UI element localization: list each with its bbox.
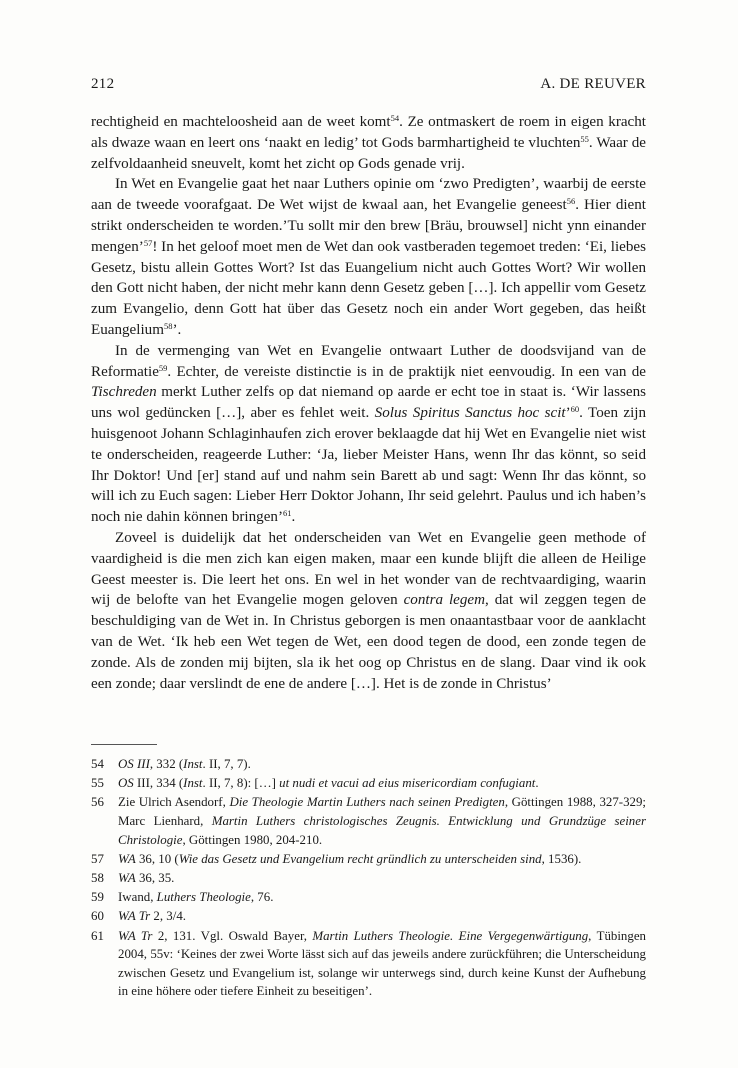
text-run: , Göttingen 1988, 327-329; Marc Lienhard, [118, 795, 646, 828]
italic-text: contra legem [403, 592, 485, 609]
text-run: , Tübingen 2004, 55v: ‘Keines der zwei Worte lässt sich auf das jeweils andere zurückführen; die Unterscheidung zwischen Gesetz und Evangelium ist, solange wir unterwegs sind, durch keine Kunst der Aufhebung in eine höhere oder tiefere Einheit zu beseitigen’. [118, 928, 646, 999]
page-number: 212 [91, 76, 115, 92]
footnote [91, 927, 646, 1001]
footnote-text [118, 907, 646, 926]
text-run: , 1536). [541, 851, 582, 866]
footnote-text [118, 888, 646, 907]
italic-text: WA Tr [118, 928, 153, 943]
text-run: ! In het geloof moet men de Wet dan ook vastberaden tegemoet treden: ‘Ei, liebes Gesetz, bistu allein Gottes Wort? Ist das Euangelium nicht auch Gottes Wort? Wir wollen den Gott nicht haben, der nicht mehr kann denn Gesetz geben […]. Ich appellir vom Gesetz zum Evangelio, denn Gott hat über das Gesetz noch ein ander Wort gegeben, das heißt Euangelium [91, 238, 646, 338]
italic-text: Die Theologie Martin Luthers nach seinen Predigten [229, 795, 505, 810]
text-run: In de vermenging van Wet en Evangelie ontwaart Luther de doodsvijand van de Reformatie [91, 342, 646, 380]
footnote-ref: 54 [390, 113, 400, 123]
paragraph [91, 528, 646, 694]
text-run: , 76. [250, 890, 274, 905]
italic-text: OS III [118, 757, 150, 771]
footnote-number: 56 [91, 795, 104, 810]
footnote-number: 54 [91, 757, 104, 771]
footnote [91, 907, 646, 926]
text-run: 36, 10 ( [135, 851, 179, 866]
footnote-text [118, 774, 646, 793]
footnote-text [118, 850, 646, 869]
footnote-ref: 56 [566, 196, 576, 207]
text-run: rechtigheid en machteloosheid aan de weet komt [91, 114, 391, 130]
footnote-number: 57 [91, 851, 104, 866]
text-run: . Echter, de vereiste distinctie is in de praktijk niet eenvoudig. In een van de [167, 363, 646, 380]
text-run: . [291, 509, 296, 526]
text-run: 2, 131. Vgl. Oswald Bayer, [152, 928, 313, 943]
text-run: Zoveel is duidelijk dat het onderscheiden van Wet en Evangelie geen methode of vaardigheid is die men zich kan eigen maken, maar een kunde blijft die alleen de Heilige Geest meester is. Die leert het ons. En wel in het wonder van de rechtvaardiging, waarin wij de belofte van het Evangelie mogen geloven [91, 529, 646, 609]
italic-text: WA [118, 870, 136, 885]
italic-text: Tischreden [91, 384, 157, 401]
text-run: Iwand, [118, 890, 157, 905]
footnote [91, 850, 646, 869]
text-run: . Waar de zelfvoldaanheid sneuvelt, komt het zicht op Gods genade vrij. [91, 134, 646, 172]
italic-text: Martin Luthers Theologie. Eine Vergegenwärtigung [312, 928, 589, 943]
footnote-text [118, 927, 646, 1001]
running-head-author: A. DE REUVER [540, 76, 646, 92]
paragraph [91, 174, 646, 340]
italic-text: WA [118, 851, 136, 866]
italic-text: Solus Spiritus Sanctus hoc scit [374, 405, 566, 422]
text-run: . Hier dient strikt onderscheiden te worden.’Tu sollt mir den brew [Bräu, brouwsel] nicht ynn einander mengen’ [91, 197, 646, 255]
italic-text: Inst [183, 776, 203, 791]
footnote-text [118, 793, 646, 849]
footnote-ref: 61 [282, 508, 292, 519]
running-header [91, 76, 646, 93]
footnote-ref: 55 [580, 133, 589, 144]
footnote [91, 755, 646, 774]
italic-text: OS [118, 776, 134, 791]
footnote-ref: 59 [158, 362, 168, 373]
italic-text: Wie das Gesetz und Evangelium recht gründlich zu unterscheiden sind [178, 851, 542, 866]
footnotes [91, 755, 646, 1001]
paragraph [91, 112, 646, 174]
text-run: III, 334 ( [133, 776, 184, 791]
text-run: . II, 7, 8): […] [202, 776, 280, 791]
footnote-number: 55 [91, 776, 104, 791]
text-run: ’ [565, 405, 571, 422]
page-content [91, 76, 646, 694]
footnote-separator [91, 744, 157, 745]
italic-text: Luthers Theologie [156, 890, 251, 905]
footnote-ref: 60 [570, 404, 580, 415]
footnote-number: 58 [91, 870, 104, 885]
text-run: , Göttingen 1980, 204-210. [182, 832, 323, 847]
paragraph [91, 341, 646, 528]
text-run: ’. [172, 321, 182, 338]
text-run: . Ze ontmaskert de roem in eigen kracht als dwaze waan en leert ons ‘naakt en ledig’ tot Gods barmhartigheid te vluchten [91, 114, 646, 151]
footnote [91, 869, 646, 888]
text-run: merkt Luther zelfs op dat niemand op aarde er echt toe in staat is. ‘Wir lassens uns wol gedüncken […], aber es fehlet weit. [91, 384, 646, 422]
footnote-number: 59 [91, 890, 104, 905]
text-run: , 332 ( [149, 757, 184, 771]
footnote-text [118, 755, 646, 774]
text-run: . II, 7, 7). [202, 757, 251, 771]
footnote [91, 793, 646, 849]
footnote-ref: 58 [163, 320, 173, 331]
text-run: . [535, 776, 539, 791]
text-run: In Wet en Evangelie gaat het naar Luthers opinie om ‘zwo Predigten’, waarbij de eerste aan de tweede voorafgaat. De Wet wijst de kwaal aan, het Evangelie geneest [91, 176, 646, 214]
text-run: 2, 3/4. [150, 909, 186, 924]
body-text [91, 112, 646, 694]
footnote-text [118, 869, 646, 888]
footnote-number: 60 [91, 909, 104, 924]
italic-text: WA Tr [118, 909, 151, 924]
footnote [91, 774, 646, 793]
italic-text: Martin Luthers christologisches Zeugnis. Entwicklung und Grundzüge seiner Christologie [118, 813, 646, 847]
text-run: Zie Ulrich Asendorf, [118, 795, 230, 810]
text-run: . Toen zijn huisgenoot Johann Schlaginhaufen zich erover beklaagde dat hij Wet en Evangelie niet wist te onderscheiden, reageerde Luther: ‘Ja, lieber Meister Hans, wenn Ihr das könnt, so seid Ihr Doktor! Und [er] stand auf und nahm sein Barett ab und sagt: Wenn Ihr das könnt, so will ich zu Euch sagen: Lieber Herr Doktor Johann, Ihr seid gelehrt. Paulus und ich haben’s noch nie dahin können bringen’ [91, 405, 647, 526]
italic-text: Inst [183, 757, 203, 771]
text-run: , dat wil zeggen tegen de beschuldiging van de Wet in. In Christus geborgen is men onaantastbaar voor de aanklacht van de Wet. ‘Ik heb een Wet tegen de Wet, een dood tegen de dood, een zonde tegen de zonde. Als de zonden mij bijten, sla ik het oog op Christus en de slang. Daar vind ik ook een zonde; daar verslindt de ene de andere […]. Het is de zonde in Christus’ [91, 592, 646, 692]
italic-text: ut nudi et vacui ad eius misericordiam confugiant [279, 776, 536, 791]
text-run: 36, 35. [135, 870, 175, 885]
footnote-number: 61 [91, 928, 104, 943]
footnote-ref: 57 [143, 237, 153, 248]
footnote [91, 888, 646, 907]
